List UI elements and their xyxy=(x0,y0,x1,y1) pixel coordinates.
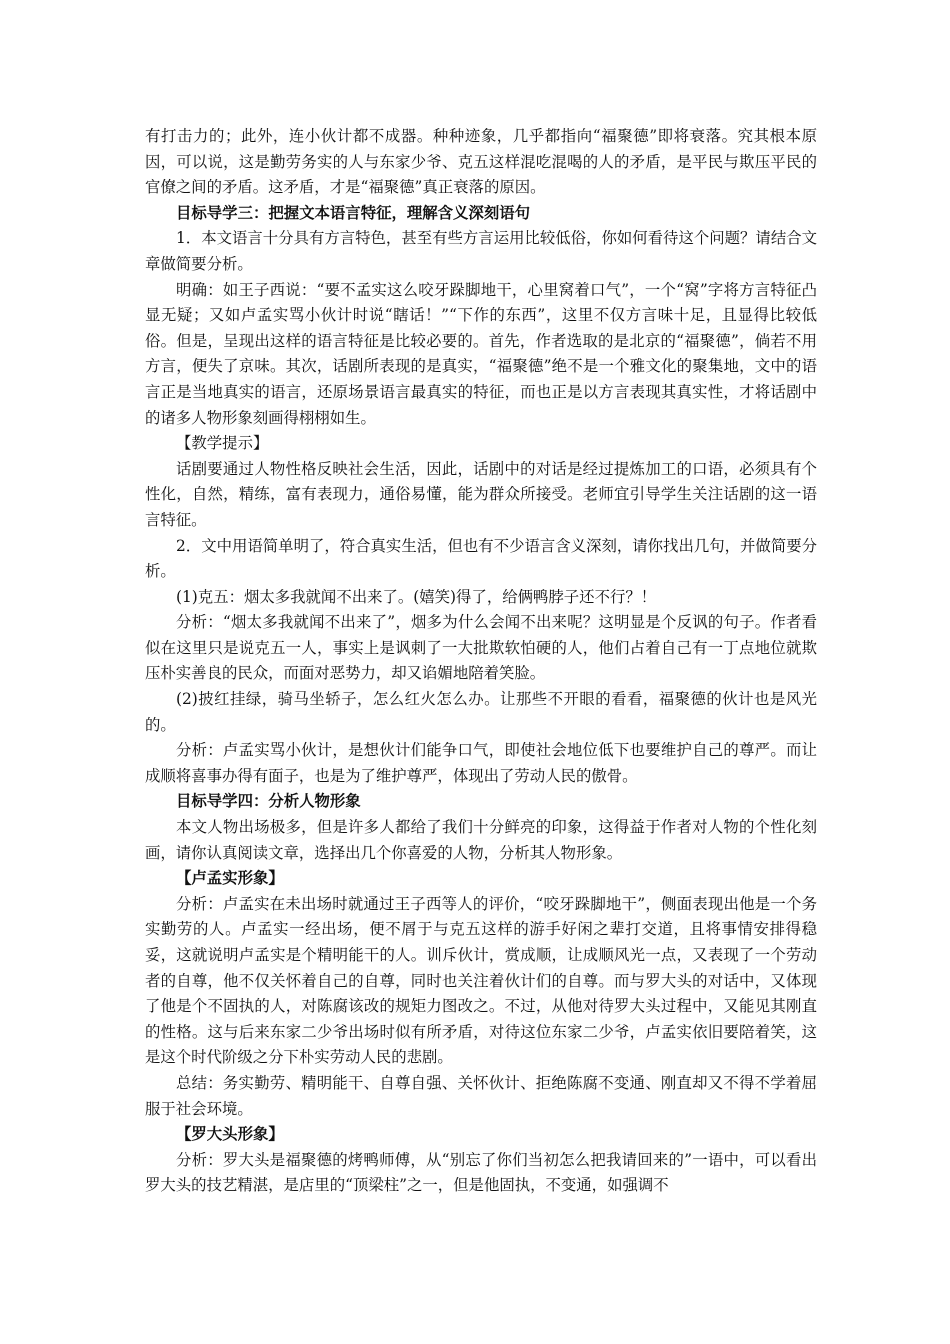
teaching-tip-paragraph: 话剧要通过人物性格反映社会生活，因此，话剧中的对话是经过提炼加工的口语，必须具有个性化，自然，精练，富有表现力，通俗易懂，能为群众所接受。老师宜引导学生关注话剧的这一语言特征。 xyxy=(145,459,817,529)
document-page xyxy=(145,124,817,1199)
analysis-paragraph: 分析：卢孟实骂小伙计，是想伙计们能争口气，即使社会地位低下也要维护自己的尊严。而让成顺将喜事办得有面子，也是为了维护尊严，体现出了劳动人民的傲骨。 xyxy=(145,741,817,785)
quote-2: (2)披红挂绿，骑马坐轿子，怎么红火怎么办。让那些不开眼的看看，福聚德的伙计也是风光的。 xyxy=(145,690,817,734)
summary-paragraph: 总结：务实勤劳、精明能干、自尊自强、关怀伙计、拒绝陈腐不变通、刚直却又不得不学着屈服于社会环境。 xyxy=(145,1073,817,1118)
analysis-paragraph: 分析：卢孟实在未出场时就通过王子西等人的评价，“咬牙跺脚地干”，侧面表现出他是一个务实勤劳的人。卢孟实一经出场，便不屑于与克五这样的游手好闲之辈打交道，且将事情安排得稳妥，这就说明卢孟实是个精明能干的人。训斥伙计，赏成顺，让成顺风光一点，又表现了一个劳动者的自尊，他不仅关怀着自己的自尊，同时也关注着伙计们的自尊。而与罗大头的对话中，又体现了他是个不固执的人，对陈腐该改的规矩力图改之。不过，从他对待罗大头过程中，又能见其刚直的性格。这与后来东家二少爷出场时似有所矛盾，对待这位东家二少爷，卢孟实依旧要陪着笑，这是这个时代阶级之分下朴实劳动人民的悲剧。 xyxy=(145,894,817,1067)
analysis-paragraph: 分析：“烟太多我就闻不出来了”，烟多为什么会闻不出来呢？这明显是个反讽的句子。作者看似在这里只是说克五一人，事实上是讽刺了一大批欺软怕硬的人，他们占着自己有一丁点地位就欺压朴实善良的民众，而面对恶势力，却又谄媚地陪着笑脸。 xyxy=(145,613,817,683)
answer-paragraph: 明确：如王子西说：“要不孟实这么咬牙跺脚地干，心里窝着口气”，一个“窝”字将方言特征凸显无疑；又如卢孟实骂小伙计时说“瞎话！”“下作的东西”，这里不仅方言味十足，且显得比较低俗。但是，呈现出这样的语言特征是比较必要的。首先，作者选取的是北京的“福聚德”，倘若不用方言，便失了京味。其次，话剧所表现的是真实，“福聚德”绝不是一个雅文化的聚集地，文中的语言正是当地真实的语言，还原场景语言最真实的特征，而也正是以方言表现其真实性，才将话剧中的诸多人物形象刻画得栩栩如生。 xyxy=(145,280,817,427)
character-heading-lu-mengshi: 【卢孟实形象】 xyxy=(176,869,284,888)
paragraph: 本文人物出场极多，但是许多人都给了我们十分鲜亮的印象，这得益于作者对人物的个性化刻画，请你认真阅读文章，选择出几个你喜爱的人物，分析其人物形象。 xyxy=(145,818,817,862)
section-heading-goal-4: 目标导学四：分析人物形象 xyxy=(176,792,361,811)
analysis-paragraph: 分析：罗大头是福聚德的烤鸭师傅，从“别忘了你们当初怎么把我请回来的”一语中，可以看出罗大头的技艺精湛，是店里的“顶梁柱”之一，但是他固执，不变通，如强调不 xyxy=(145,1150,817,1195)
section-heading-goal-3: 目标导学三：把握文本语言特征，理解含义深刻语句 xyxy=(176,203,530,222)
quote-1: (1)克五：烟太多我就闻不出来了。(嬉笑)得了，给俩鸭脖子还不行？！ xyxy=(176,587,657,606)
character-heading-luo-datou: 【罗大头形象】 xyxy=(176,1125,284,1144)
question-1: 1．本文语言十分具有方言特色，甚至有些方言运用比较低俗，你如何看待这个问题？请结合文章做简要分析。 xyxy=(145,229,817,273)
paragraph: 有打击力的；此外，连小伙计都不成器。种种迹象，几乎都指向“福聚德”即将衰落。究其根本原因，可以说，这是勤劳务实的人与东家少爷、克五这样混吃混喝的人的矛盾，是平民与欺压平民的官僚之间的矛盾。这矛盾，才是“福聚德”真正衰落的原因。 xyxy=(145,127,817,197)
question-2: 2．文中用语简单明了，符合真实生活，但也有不少语言含义深刻，请你找出几句，并做简要分析。 xyxy=(145,536,817,581)
teaching-tip-label: 【教学提示】 xyxy=(176,434,269,453)
